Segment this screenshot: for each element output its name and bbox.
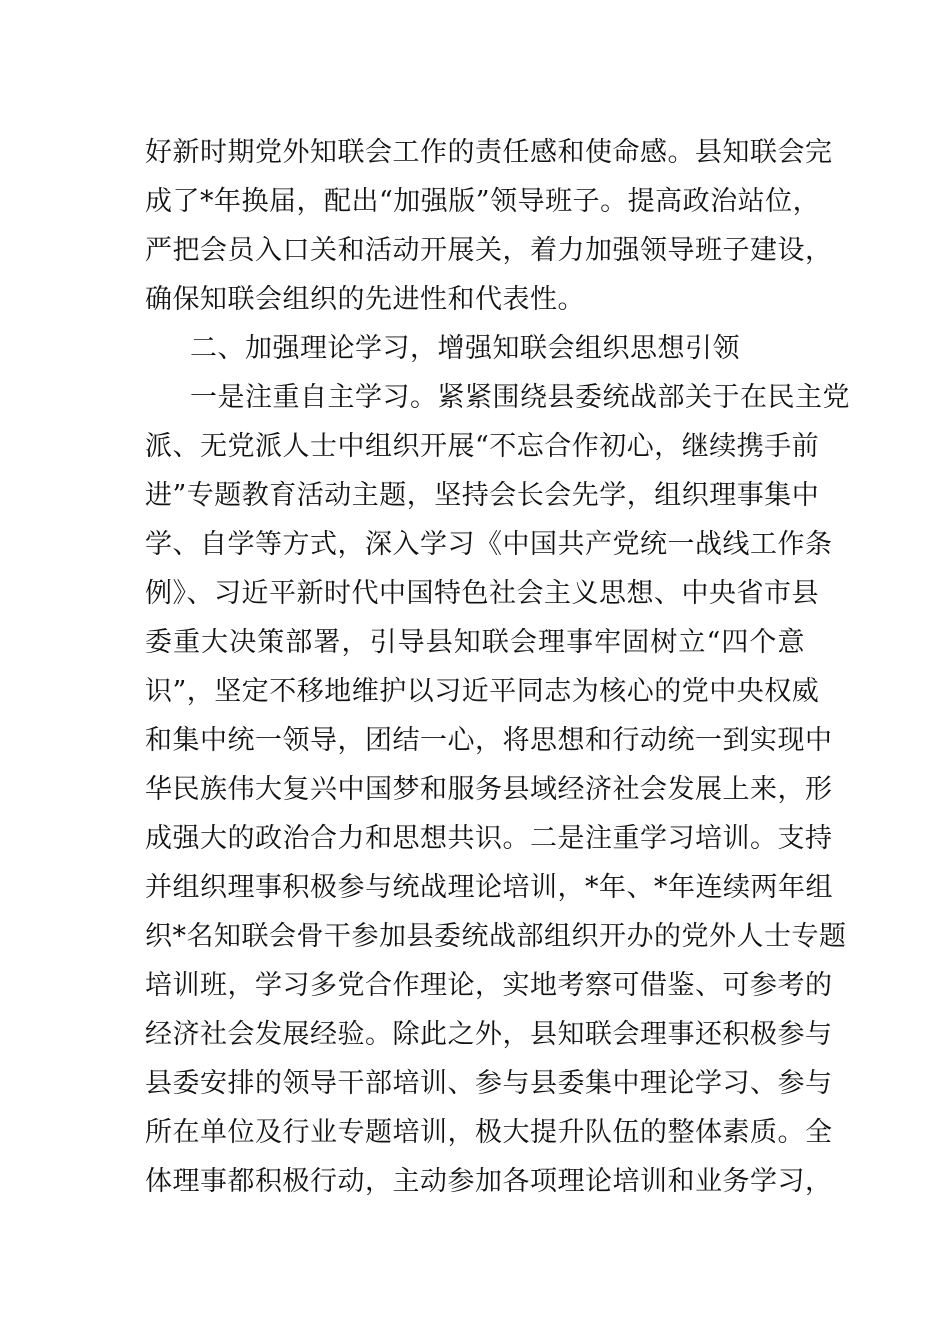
text-line-20: 县委安排的领导干部培训、参与县委集中理论学习、参与 bbox=[145, 1068, 833, 1099]
text-line-7: 派、无党派人士中组织开展“不忘合作初心，继续携手前 bbox=[145, 431, 820, 462]
text-line-21: 所在单位及行业专题培训，极大提升队伍的整体素质。全 bbox=[145, 1117, 833, 1148]
text-line-10: 例》、习近平新时代中国特色社会主义思想、中央省市县 bbox=[145, 578, 819, 609]
text-line-18: 培训班，学习多党合作理论，实地考察可借鉴、可参考的 bbox=[145, 970, 833, 1001]
text-line-19: 经济社会发展经验。除此之外，县知联会理事还积极参与 bbox=[145, 1019, 833, 1050]
section-heading: 二、加强理论学习，增强知联会组织思想引领 bbox=[190, 333, 740, 364]
text-line-6: 一是注重自主学习。紧紧围绕县委统战部关于在民主党 bbox=[190, 382, 850, 413]
text-line-13: 和集中统一领导，团结一心，将思想和行动统一到实现中 bbox=[145, 725, 833, 756]
text-line-1: 好新时期党外知联会工作的责任感和使命感。县知联会完 bbox=[145, 137, 833, 168]
text-line-15: 成强大的政治合力和思想共识。二是注重学习培训。支持 bbox=[145, 823, 833, 854]
text-line-17: 织*名知联会骨干参加县委统战部组织开办的党外人士专题 bbox=[145, 921, 847, 952]
text-line-11: 委重大决策部署，引导县知联会理事牢固树立“四个意 bbox=[145, 627, 805, 658]
text-line-4: 确保知联会组织的先进性和代表性。 bbox=[145, 284, 585, 315]
text-line-3: 严把会员入口关和活动开展关，着力加强领导班子建设， bbox=[145, 235, 833, 266]
text-line-16: 并组织理事积极参与统战理论培训，*年、*年连续两年组 bbox=[145, 872, 833, 903]
text-line-12: 识”，坚定不移地维护以习近平同志为核心的党中央权威 bbox=[145, 676, 820, 707]
text-line-14: 华民族伟大复兴中国梦和服务县域经济社会发展上来，形 bbox=[145, 774, 833, 805]
text-line-22: 体理事都积极行动，主动参加各项理论培训和业务学习， bbox=[145, 1166, 833, 1197]
text-line-8: 进”专题教育活动主题，坚持会长会先学，组织理事集中 bbox=[145, 480, 820, 511]
text-line-9: 学、自学等方式，深入学习《中国共产党统一战线工作条 bbox=[145, 529, 833, 560]
text-line-2: 成了*年换届，配出“加强版”领导班子。提高政治站位， bbox=[145, 186, 821, 217]
